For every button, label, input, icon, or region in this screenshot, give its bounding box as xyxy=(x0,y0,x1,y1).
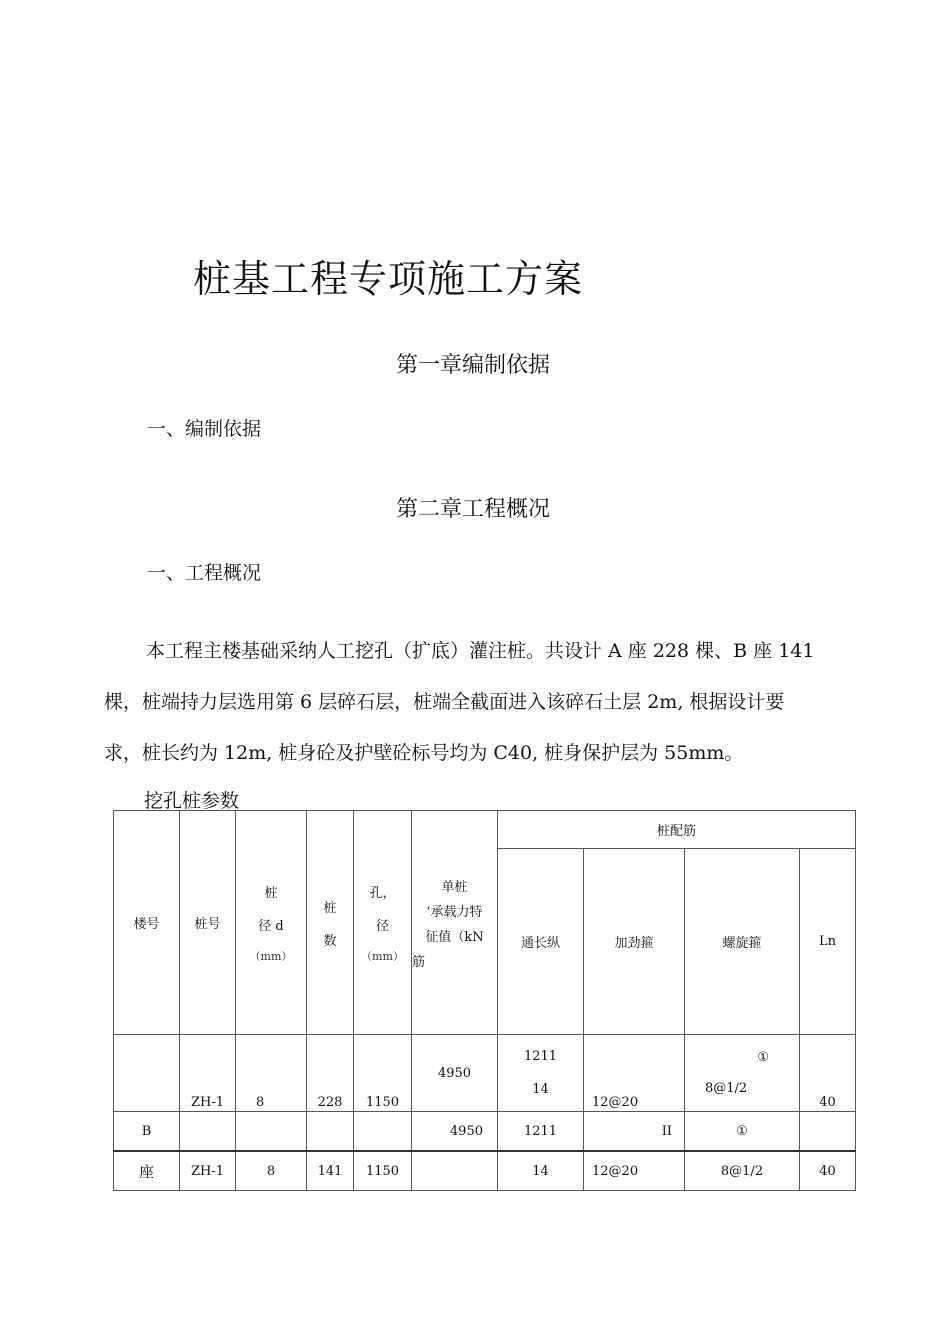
section-heading-2: 一、工程概况 xyxy=(147,562,262,584)
cell-ln: 40 xyxy=(800,1151,856,1191)
header-text: 桩 xyxy=(264,885,278,901)
cell-stiffener: 12@20 xyxy=(584,1151,685,1191)
header-bearing-capacity xyxy=(412,811,498,1035)
cell-pile-no xyxy=(180,1112,236,1152)
cell-count xyxy=(307,1112,354,1152)
header-pile-diameter xyxy=(236,811,307,1035)
cell-ln xyxy=(800,1112,856,1152)
cell-capacity: 4950 xyxy=(412,1112,498,1152)
cell-hole: 1150 xyxy=(354,1035,412,1112)
document-title: 桩基工程专项施工方案 xyxy=(193,257,584,301)
unit-label: （mm） xyxy=(361,949,404,963)
header-text: 筋 xyxy=(412,954,426,970)
cell-count: 141 xyxy=(307,1151,354,1191)
cell-spiral: 8@1/2 xyxy=(685,1151,800,1191)
cell-dia: 8 xyxy=(236,1151,307,1191)
header-text: ’承载力特 xyxy=(426,904,483,920)
cell-stiffener: II xyxy=(584,1112,685,1152)
cell-spiral xyxy=(685,1035,800,1112)
cell-ln: 40 xyxy=(800,1035,856,1112)
header-longitudinal: 通长纵 xyxy=(498,849,584,1035)
cell-capacity xyxy=(412,1151,498,1191)
paragraph-line: 棵，桩端持力层选用第 6 层碎石层，桩端全截面进入该碎石土层 2m, 根据设计要 xyxy=(104,691,785,713)
cell-spiral: ① xyxy=(685,1112,800,1152)
cell-longitudinal: 14 xyxy=(498,1151,584,1191)
header-text: 径 xyxy=(375,918,389,934)
chapter-heading-1: 第一章编制依据 xyxy=(396,353,551,378)
cell-capacity: 4950 xyxy=(412,1035,498,1112)
cell-dia: 8 xyxy=(236,1035,307,1112)
cell-hole xyxy=(354,1112,412,1152)
cell-text: 1211 xyxy=(523,1049,558,1064)
cell-dia xyxy=(236,1112,307,1152)
header-text: 单桩 xyxy=(441,879,468,895)
table-caption: 挖孔桩参数 xyxy=(144,790,240,812)
cell-building: B xyxy=(114,1112,180,1152)
cell-stiffener: 12@20 xyxy=(584,1035,685,1112)
section-heading-1: 一、编制依据 xyxy=(147,418,262,440)
header-text: 径 d xyxy=(258,918,284,934)
cell-pile-no: ZH-1 xyxy=(180,1035,236,1112)
unit-label: （mm） xyxy=(249,949,293,963)
overview-paragraph xyxy=(104,626,864,779)
cell-count: 228 xyxy=(307,1035,354,1112)
cell-building xyxy=(114,1035,180,1112)
header-text: 桩 xyxy=(323,900,337,916)
cell-text: ① xyxy=(757,1050,769,1065)
paragraph-line: 求，桩长约为 12m, 桩身砼及护壁砼标号均为 C40, 桩身保护层为 55mm。 xyxy=(104,742,744,764)
header-text: 孔， xyxy=(369,885,396,901)
header-building: 楼号 xyxy=(114,811,180,1035)
header-pile-no: 桩号 xyxy=(180,811,236,1035)
cell-pile-no: ZH-1 xyxy=(180,1151,236,1191)
cell-building: 座 xyxy=(114,1151,180,1191)
header-rebar-group: 桩配筋 xyxy=(498,811,856,849)
cell-longitudinal xyxy=(498,1035,584,1112)
header-stiffener: 加劲箍 xyxy=(584,849,685,1035)
cell-text: 14 xyxy=(532,1082,549,1097)
pile-parameter-table xyxy=(113,810,856,1191)
header-pile-count xyxy=(307,811,354,1035)
chapter-heading-2: 第二章工程概况 xyxy=(396,497,551,522)
cell-longitudinal: 1211 xyxy=(498,1112,584,1152)
header-spiral: 螺旋箍 xyxy=(685,849,800,1035)
paragraph-line: 本工程主楼基础采纳人工挖孔（扩底）灌注桩。共设计 A 座 228 棵、B 座 141 xyxy=(146,640,815,662)
cell-hole: 1150 xyxy=(354,1151,412,1191)
header-text: 征值（kN xyxy=(425,929,484,945)
header-text: 数 xyxy=(323,933,337,949)
header-ln: Ln xyxy=(800,849,856,1035)
header-hole-diameter xyxy=(354,811,412,1035)
cell-text: 8@1/2 xyxy=(705,1081,748,1096)
